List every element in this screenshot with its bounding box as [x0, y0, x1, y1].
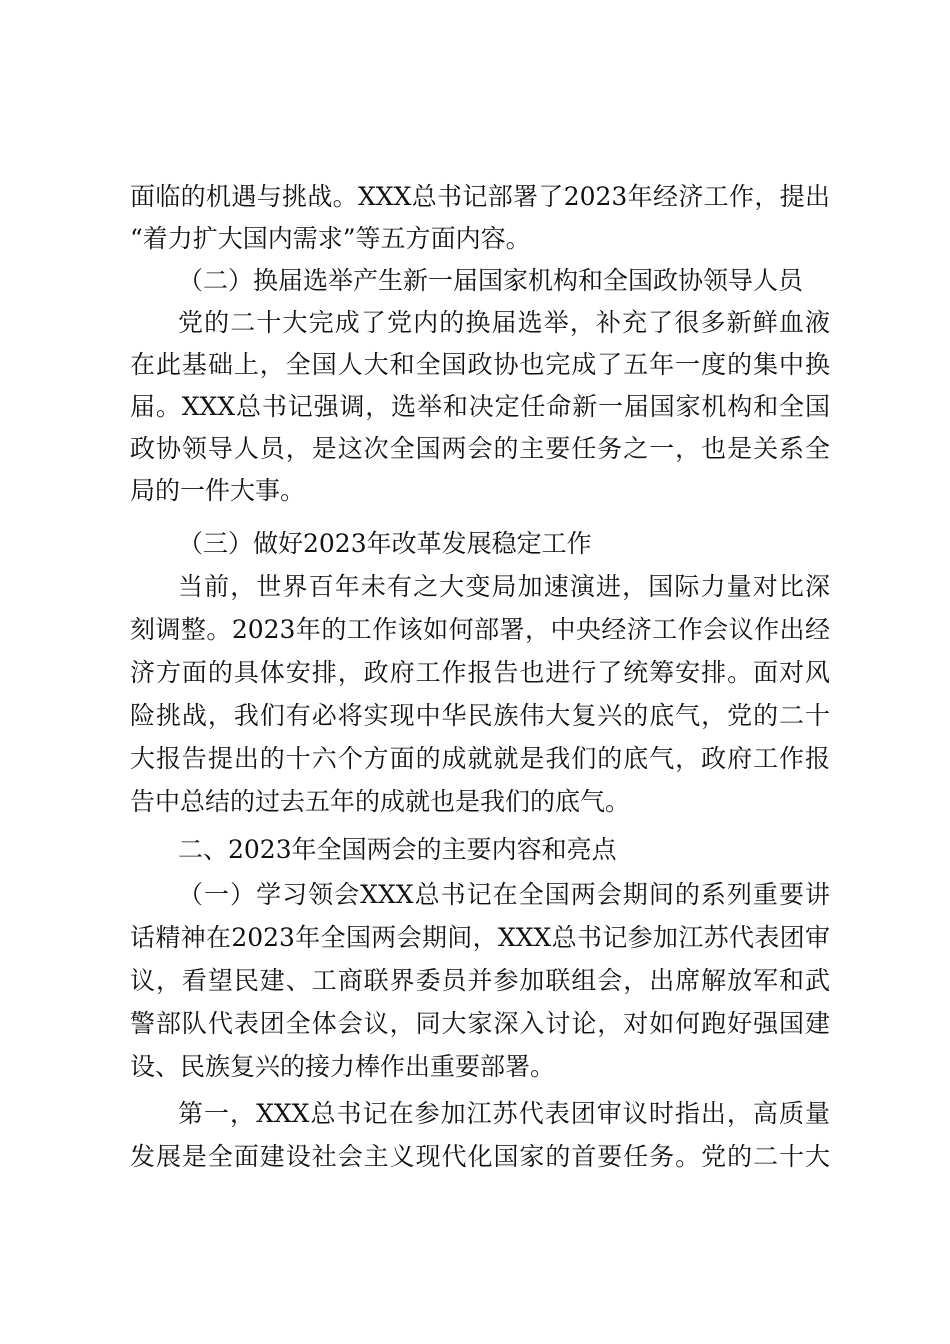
text-line: 议，看望民建、工商联界委员并参加联组会，出席解放军和武 — [130, 966, 830, 995]
text-line: 第一，XXX总书记在参加江苏代表团审议时指出，高质量 — [178, 1099, 830, 1128]
text-line: 话精神在2023年全国两会期间，XXX总书记参加江苏代表团审 — [130, 923, 830, 952]
text-line: 险挑战，我们有必将实现中华民族伟大复兴的底气，党的二十 — [130, 701, 830, 730]
section-heading: （二）换届选举产生新一届国家机构和全国政协领导人员 — [178, 266, 804, 295]
section-heading: 二、2023年全国两会的主要内容和亮点 — [178, 835, 617, 864]
text-line: 届。XXX总书记强调，选举和决定任命新一届国家机构和全国 — [130, 392, 830, 421]
text-line: 大报告提出的十六个方面的成就就是我们的底气，政府工作报 — [130, 744, 830, 773]
text-line: （一）学习领会XXX总书记在全国两会期间的系列重要讲 — [178, 880, 830, 909]
text-line: 当前，世界百年未有之大变局加速演进，国际力量对比深 — [178, 572, 830, 601]
text-line: 局的一件大事。 — [130, 476, 306, 505]
text-line: 告中总结的过去五年的成就也是我们的底气。 — [130, 787, 631, 816]
section-heading: （三）做好2023年改革发展稳定工作 — [178, 529, 592, 558]
text-line: 政协领导人员，是这次全国两会的主要任务之一，也是关系全 — [130, 434, 830, 463]
text-line: 济方面的具体安排，政府工作报告也进行了统筹安排。面对风 — [130, 658, 830, 687]
text-line: “着力扩大国内需求”等五方面内容。 — [130, 224, 531, 253]
text-line: 在此基础上，全国人大和全国政协也完成了五年一度的集中换 — [130, 350, 830, 379]
text-line: 发展是全面建设社会主义现代化国家的首要任务。党的二十大 — [130, 1142, 830, 1171]
text-line: 党的二十大完成了党内的换届选举，补充了很多新鲜血液 — [178, 308, 830, 337]
text-line: 设、民族复兴的接力棒作出重要部署。 — [130, 1052, 556, 1081]
text-line: 刻调整。2023年的工作该如何部署，中央经济工作会议作出经 — [130, 615, 830, 644]
text-line: 面临的机遇与挑战。XXX总书记部署了2023年经济工作，提出 — [130, 182, 830, 211]
text-line: 警部队代表团全体会议，同大家深入讨论，对如何跑好强国建 — [130, 1009, 830, 1038]
